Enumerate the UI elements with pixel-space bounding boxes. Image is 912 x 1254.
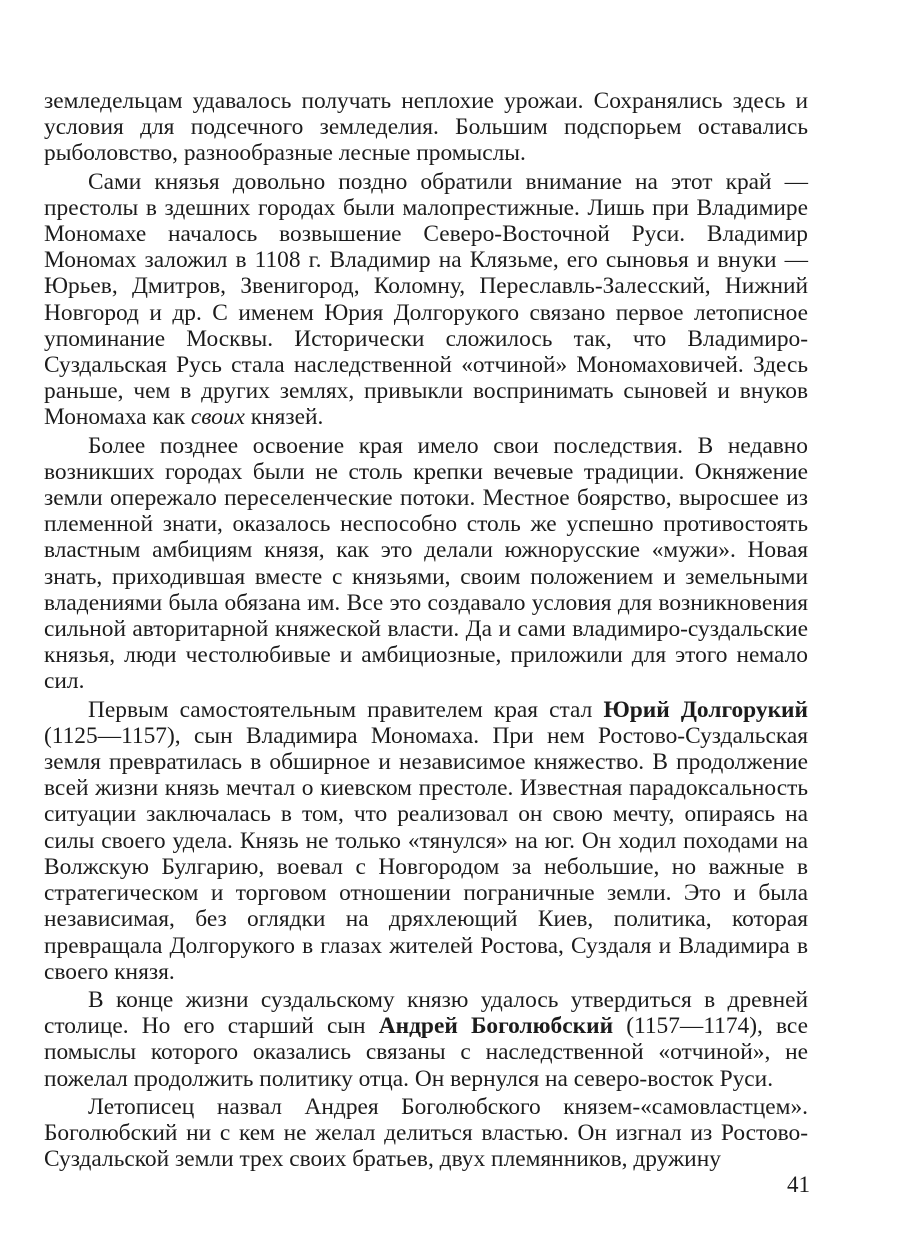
paragraph-2-text-b: князей. bbox=[244, 404, 324, 431]
name-andrei-bogolyubsky: Андрей Боголюбский bbox=[378, 1013, 614, 1040]
paragraph-2-text-a: Сами князья довольно поздно обратили внимание на этот край — престолы в здешних городах были малопрестижные. Лишь при Владимире Мономахе началось возвышение Северо-Восточной Руси. Владимир Мономах заложил в 1108 г. Владимир на Клязьме, его сыновья и внуки — Юрьев, Дмитров, Звенигород, Коломну, Переславль-Залесский, Нижний Новгород и др. С именем Юрия Долгорукого связано первое летописное упоминание Москвы. Исторически сложилось так, что Владимиро-Суздальская Русь стала наследственной «отчиной» Мономаховичей. Здесь раньше, чем в других землях, привыкли воспринимать сыновей и внуков Мономаха как bbox=[44, 168, 808, 431]
paragraph-1-text: земледельцам удавалось получать неплохие урожаи. Сохранялись здесь и условия для подсечного земледелия. Большим подспорьем оставались рыболовство, разнообразные лесные промыслы. bbox=[44, 88, 808, 167]
paragraph-6-text: Летописец назвал Андрея Боголюбского князем-«самовластцем». Боголюбский ни с кем не желал делиться властью. Он изгнал из Ростово-Суздальской земли трех своих братьев, двух племянников, дружину bbox=[44, 1093, 808, 1173]
paragraph-1 bbox=[44, 88, 808, 167]
paragraph-2 bbox=[44, 169, 808, 431]
page-number: 41 bbox=[787, 1172, 810, 1197]
paragraph-4 bbox=[44, 697, 808, 985]
paragraph-4-text-a: Первым самостоятельным правителем края стал bbox=[88, 696, 604, 723]
paragraph-5-text-b: (1157—1174), все помыслы которого оказались связаны с наследственной «отчиной», не пожелал продолжить политику отца. Он вернулся на северо-восток Руси. bbox=[44, 1013, 808, 1092]
page-body bbox=[44, 88, 808, 1172]
paragraph-4-text-b: (1125—1157), сын Владимира Мономаха. При нем Ростово-Суздальская земля превратилась в обширное и независимое княжество. В продолжение всей жизни князь мечтал о киевском престоле. Известная парадоксальность ситуации заключалась в том, что реализовал он свою мечту, опираясь на силы своего удела. Князь не только «тянулся» на юг. Он ходил походами на Волжскую Булгарию, воевал с Новгородом за небольшие, но важные в стратегическом и торговом отношении пограничные земли. Это и была независимая, без оглядки на дряхлеющий Киев, политика, которая превращала Долгорукого в глазах жителей Ростова, Суздаля и Владимира в своего князя. bbox=[44, 722, 808, 985]
emphasis-svoikh: своих bbox=[190, 404, 245, 431]
name-yuri-dolgoruky: Юрий Долгорукий bbox=[603, 696, 809, 723]
paragraph-3-text: Более позднее освоение края имело свои последствия. В недавно возникших городах были не столь крепки вечевые традиции. Окняжение земли опережало переселенческие потоки. Местное боярство, выросшее из племенной знати, оказалось неспособно столь же успешно противостоять властным амбициям князя, как это делали южнорусские «мужи». Новая знать, приходившая вместе с князьями, своим положением и земельными владениями была обязана им. Все это создавало условия для возникновения сильной авторитарной княжеской власти. Да и сами владимиро-суздальские князья, люди честолюбивые и амбициозные, приложили для этого немало сил. bbox=[44, 432, 808, 695]
paragraph-6 bbox=[44, 1094, 808, 1173]
paragraph-3 bbox=[44, 433, 808, 695]
paragraph-5 bbox=[44, 987, 808, 1092]
paragraph-5-text-a: В конце жизни суздальскому князю удалось утвердиться в древней столице. Но его старший сын bbox=[44, 986, 808, 1040]
